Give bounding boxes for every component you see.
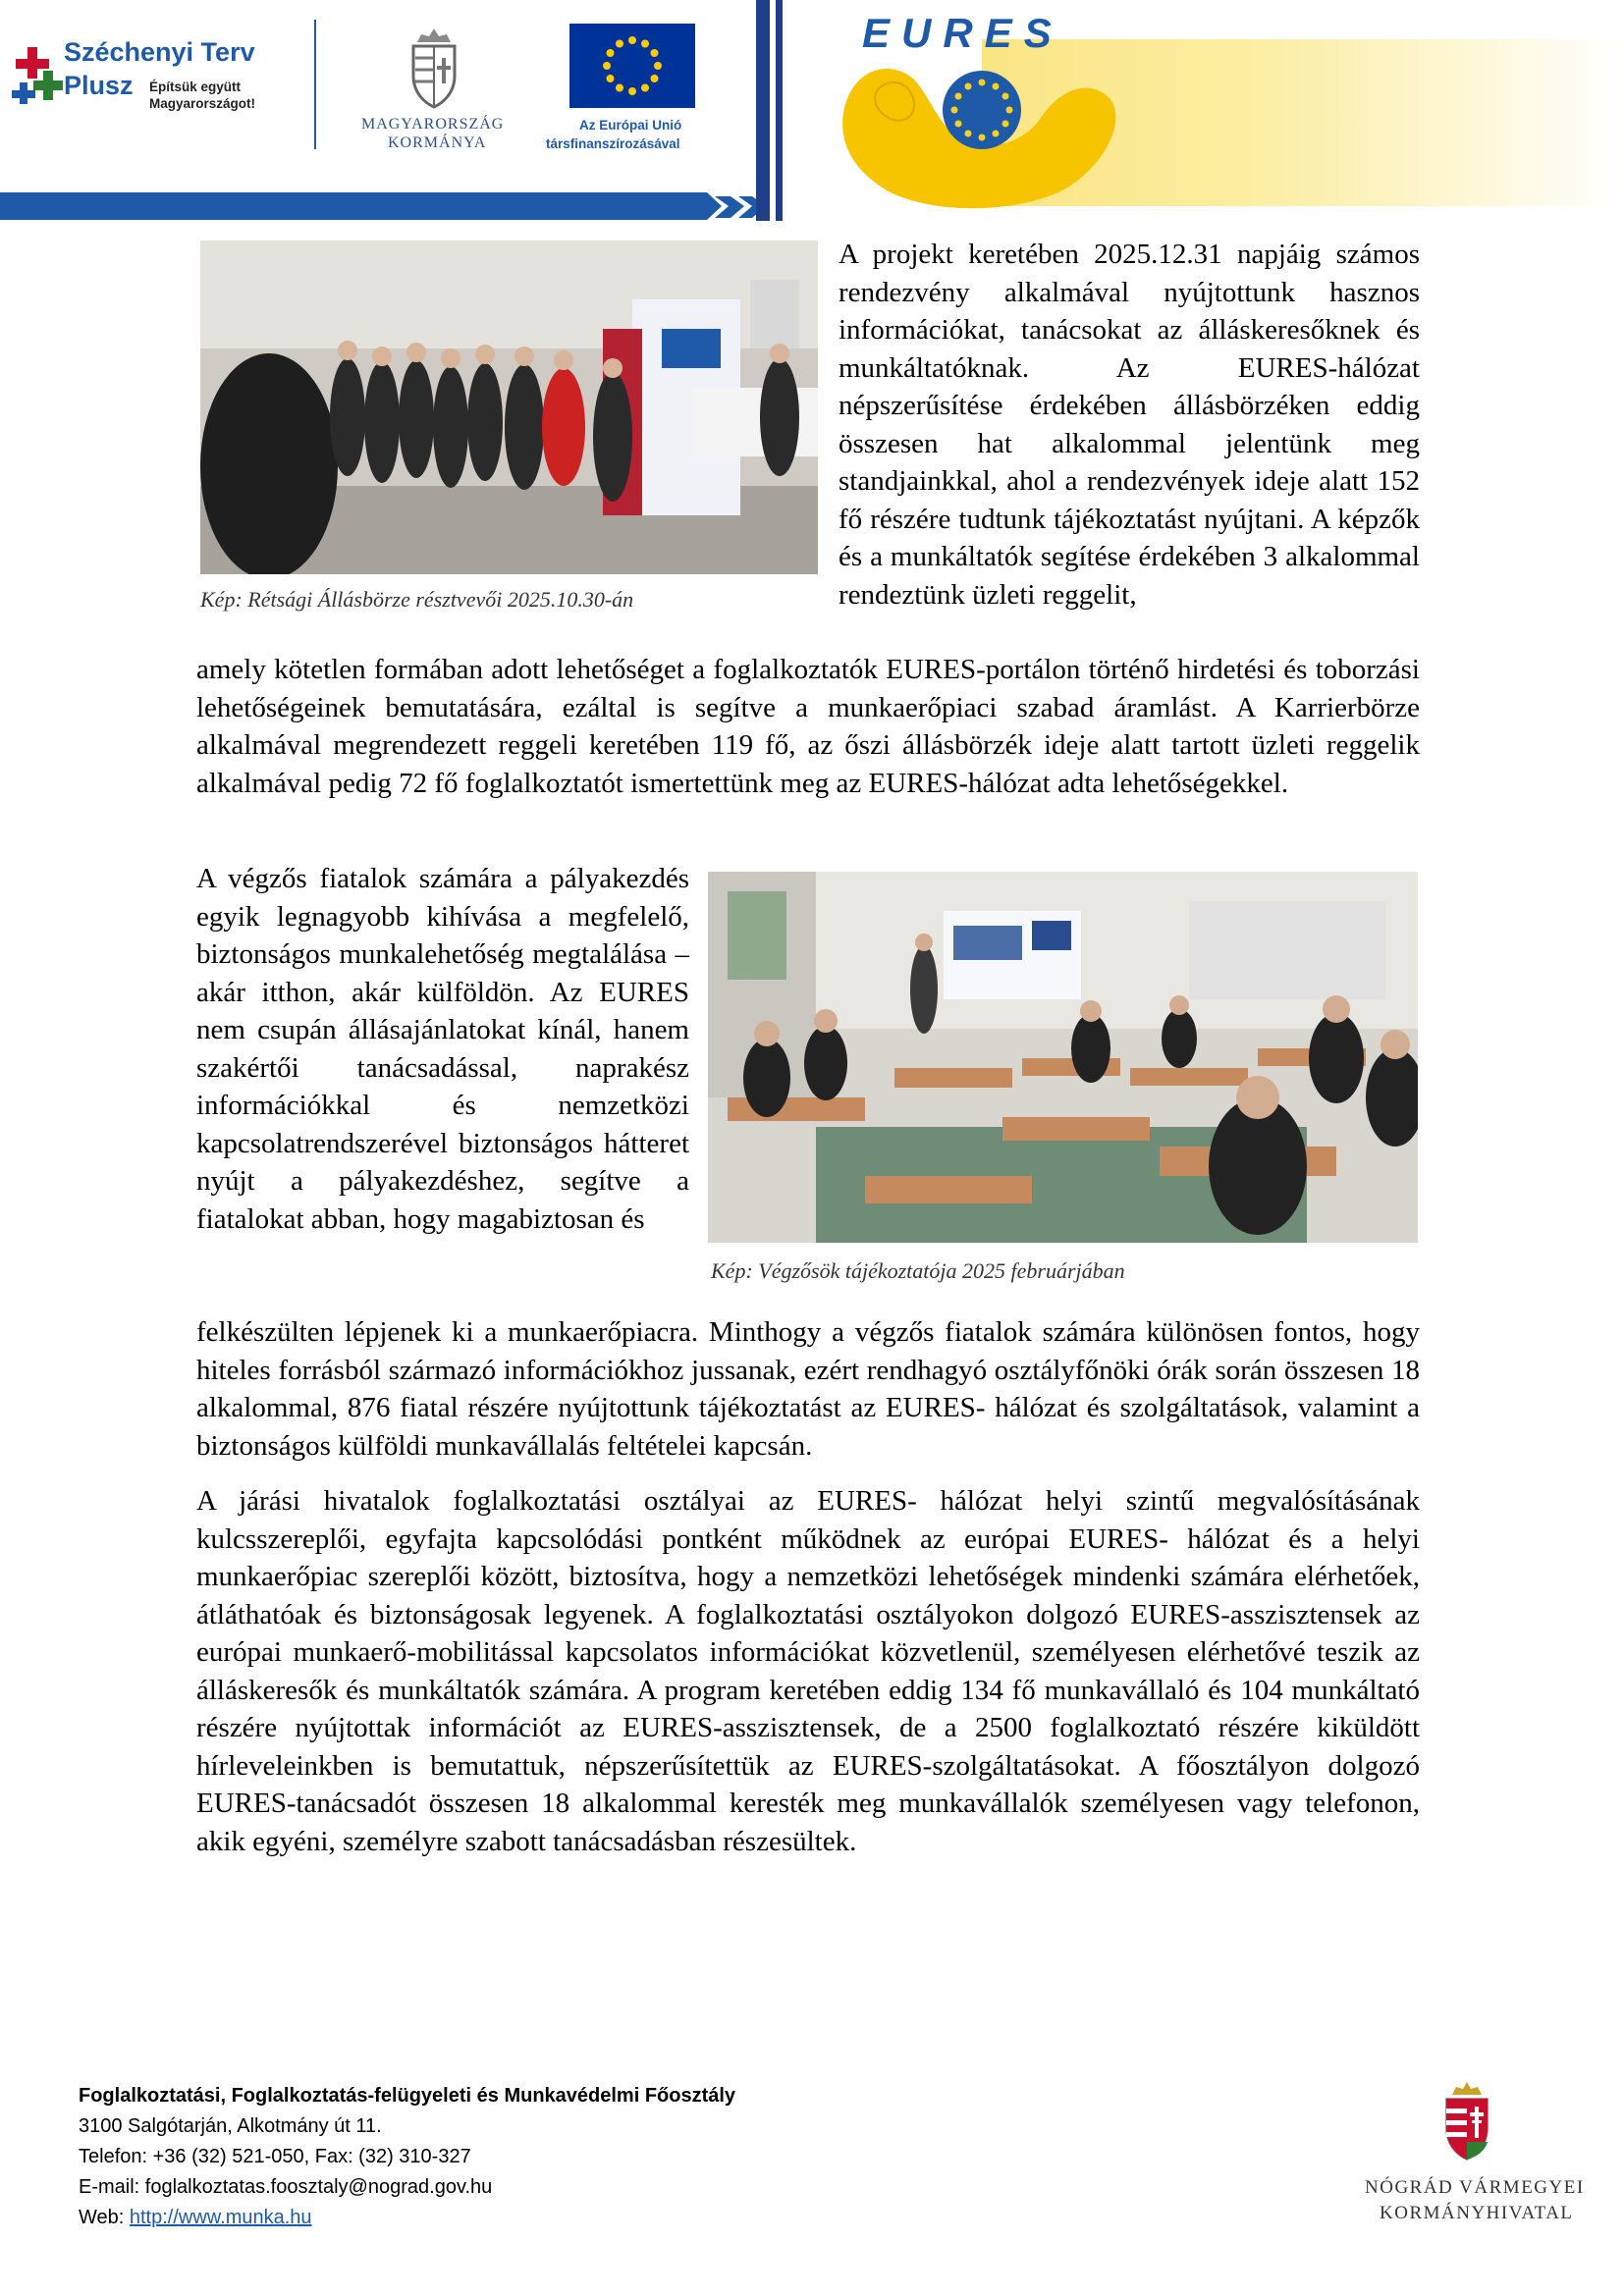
- szechenyi-slogan-line1: Építsük együtt: [149, 80, 242, 94]
- footer-web-link[interactable]: http://www.munka.hu: [129, 2207, 312, 2228]
- caption-job-fair: Kép: Rétsági Állásbörze résztvevői 2025.10.30-án: [200, 587, 634, 612]
- gov-name-line1: MAGYARORSZÁG: [361, 116, 505, 133]
- header-divider: [314, 20, 316, 149]
- gov-name-line2: KORMÁNYA: [388, 134, 487, 151]
- eu-cofinance-line2: társfinanszírozásával: [546, 136, 680, 151]
- office-name-line2: KORMÁNYHIVATAL: [1380, 2203, 1574, 2223]
- photo-job-fair: [200, 240, 818, 574]
- footer-web: [79, 2203, 962, 2233]
- eu-cofinance-line1: Az Európai Unió: [579, 118, 682, 133]
- paragraph-business-breakfast: amely kötetlen formában adott lehetőséget a foglalkoztatók EURES-portálon történő hirdetési és toborzási lehetőségeinek bemutatására, ezáltal is segítve a munkaerőpiaci szabad áramlást. A Karrierbörze alkalmával megrendezett reggeli keretében 119 fő, az őszi állásbörzék ideje alatt tartott üzleti reggelik alkalmával pedig 72 fő foglalkoztatót ismertettünk meg az EURES-hálózat adta lehetőségekkel.: [196, 654, 1420, 799]
- district-offices-text-c: A főosztályon dolgozó EURES-tanácsadót összesen 18 alkalommal keresték meg munkavállalók személyesen vagy telefonon, akik egyéni, személyre szabott tanácsadásban részesültek.: [196, 1749, 1420, 1857]
- caption-classroom: Kép: Végzősök tájékoztatója 2025 februárjában: [711, 1258, 1125, 1283]
- hungarian-coat-of-arms-icon: [406, 25, 462, 109]
- footer-org-name: Foglalkoztatási, Foglalkoztatás-felügyeleti és Munkavédelmi Főosztály: [79, 2085, 736, 2107]
- district-offices-text-b: program keretében eddig 134 fő munkavállaló és 104 munkáltató részére nyújtottak információt az EURES-asszisztensek, de a 2500 foglalkoztató részére kiküldött hírleveleinkben is bemutattuk, népszerűsítettük az EURES-szolgáltatásokat.: [196, 1674, 1420, 1782]
- eures-logo-text: EURES: [862, 10, 1063, 56]
- eu-stars-icon: [569, 24, 695, 108]
- page-footer: [79, 2081, 962, 2233]
- paragraph-class-sessions: felkészülten lépjenek ki a munkaerőpiacra. Minthogy a végzős fiatalok számára különösen fontos, hogy hiteles forrásból származó információkhoz jussanak, ezért rendhagyó osztályfőnöki órák során összesen 18 alkalommal, 876 fiatal részére nyújtottunk tájékoztatást az EURES- hálózat és szolgáltatások, valamint a biztonságos külföldi munkavállalás feltételei kapcsán.: [196, 1316, 1420, 1462]
- nograd-coat-of-arms-icon: [1438, 2081, 1495, 2162]
- footer-address: 3100 Salgótarján, Alkotmány út 11.: [79, 2115, 382, 2137]
- szechenyi-title: Széchenyi Terv: [64, 37, 255, 67]
- szechenyi-slogan-line2: Magyarországot!: [149, 96, 256, 111]
- paragraph-graduates-intro: A végzős fiatalok számára a pályakezdés egyik legnagyobb kihívása a megfelelő, biztonságos munkalehetőség megtalálása – akár itthon, akár külföldön. Az EURES nem csupán állásajánlatokat kínál, hanem szakértői tanácsadással, naprakész információkkal és nemzetközi kapcsolatrendszerével biztonságos hátteret nyújt a pályakezdéshez, segítve a fiatalokat abban, hogy magabiztosan és: [196, 863, 689, 1235]
- paragraph-district-offices: [196, 1482, 1420, 1860]
- classroom-photo-illustration: [708, 872, 1418, 1243]
- szechenyi-plusz: Plusz: [64, 71, 134, 100]
- footer-phone: Telefon: +36 (32) 521-050, Fax: (32) 310-327: [79, 2146, 471, 2167]
- footer-web-label: Web:: [79, 2207, 130, 2228]
- district-offices-text-a: A járási hivatalok foglalkoztatási osztályai az EURES- hálózat helyi szintű megvalósításának kulcsszereplői, egyfajta kapcsolódási pontként működnek az európai EURES- hálózat és a helyi munkaerőpiac szereplői között, biztosítva, hogy a nemzetközi lehetőségek mindenki számára elérhetőek, átláthatóak és biztonságosak legyenek. A foglalkoztatási osztályokon dolgozó EURES-asszisztensek az európai munkaerő-mobilitással kapcsolatos információkat közvetlenül, személyesen elérhetővé teszik az álláskeresők és munkáltatók számára. A: [196, 1485, 1420, 1706]
- footer-email: E-mail: foglalkoztatas.foosztaly@nograd.gov.hu: [79, 2176, 493, 2198]
- office-name-line1: NÓGRÁD VÁRMEGYEI: [1365, 2177, 1585, 2198]
- eu-flag: [569, 24, 695, 108]
- page-header: [0, 0, 1624, 221]
- szechenyi-slogan: [149, 79, 255, 112]
- photo-classroom: [708, 872, 1418, 1243]
- job-fair-photo-illustration: [200, 240, 818, 574]
- paragraph-events-intro: A projekt keretében 2025.12.31 napjáig számos rendezvény alkalmával nyújtottunk hasznos információkat, tanácsokat az álláskeresőknek és munkáltatóknak. Az EURES-hálózat népszerűsítése érdekében állásbörzéken eddig összesen hat alkalommal jelentünk meg standjainkkal, ahol a rendezvények ideje alatt 152 fő részére tudtunk tájékoztatást nyújtani. A képzők és a munkáltatók segítése érdekében 3 alkalommal rendeztünk üzleti reggelit,: [839, 239, 1420, 611]
